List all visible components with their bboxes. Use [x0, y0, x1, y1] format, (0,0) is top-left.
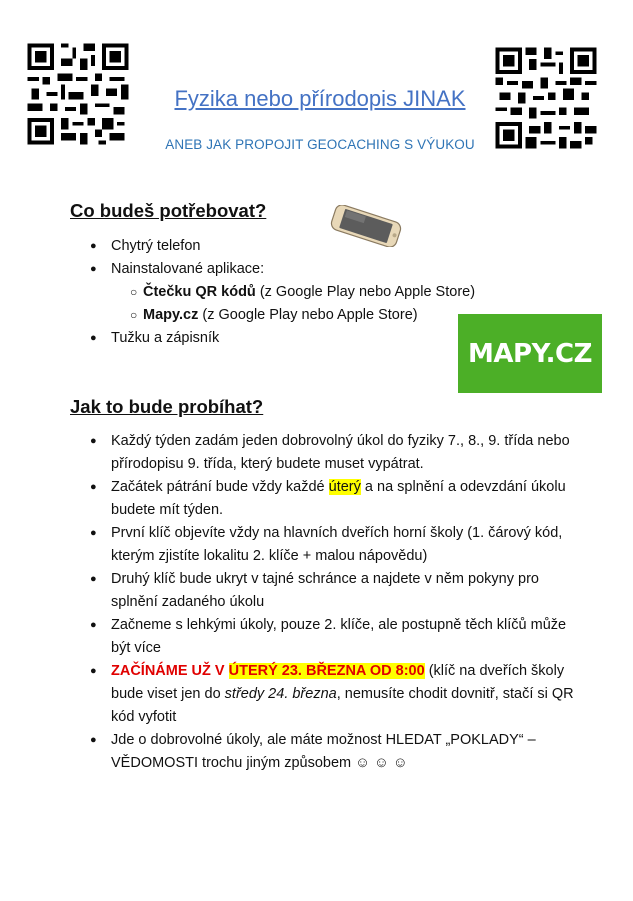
list-item: ● Druhý klíč bude ukryt v tajné schránce a najdete v něm pokyny pro splnění zadaného úkolu [90, 571, 539, 610]
page-subtitle: ANEB JAK PROPOJIT GEOCACHING S VÝUKOU [165, 137, 475, 152]
list-item: ● Jde o dobrovolné úkoly, ale máte možnost HLEDAT „POKLADY“ – VĚDOMOSTI trochu jiným způsobem ☺ ☺ ☺ [90, 732, 536, 771]
qr-code-icon [492, 44, 600, 152]
list-item: ● Chytrý telefon [90, 238, 201, 254]
start-date-highlight: ÚTERÝ 23. BŘEZNA OD 8:00 [228, 663, 425, 679]
section-how-heading: Jak to bude probíhat? [70, 396, 264, 417]
qr-code-right-icon [492, 44, 600, 152]
list-item: ● Nainstalované aplikace: ○ Čtečku QR kódů (z Google Play nebo Apple Store) ○ Mapy.cz (z Google Play nebo Apple Store) [84, 258, 504, 327]
list-item: ● Tužku a zápisník [90, 330, 220, 346]
mapy-cz-logo: MAPY.CZ [458, 314, 602, 393]
start-alert: ZAČÍNÁME UŽ V [111, 663, 229, 679]
list-item: ● První klíč objevíte vždy na hlavních dveřích horní školy (1. čárový kód, kterým zjistíte lokalitu 2. klíče + malou nápovědu) [90, 525, 563, 564]
steps-list [84, 430, 584, 775]
page-title: Fyzika nebo přírodopis JINAK [174, 86, 466, 111]
list-item: ● Začneme s lehkými úkoly, pouze 2. klíče, ale postupně těch klíčů může být více [90, 617, 567, 656]
highlight-text: úterý [328, 479, 361, 495]
list-item: ● Každý týden zadám jeden dobrovolný úkol do fyziky 7., 8., 9. třída nebo přírodopisu 9. třída, který budete muset vypátrat. [90, 433, 570, 472]
list-item: ● ZAČÍNÁME UŽ V ÚTERÝ 23. BŘEZNA OD 8:00 (klíč na dveřích školy bude viset jen do středy 24. března, nemusíte chodit dovnitř, stačí si QR kód vyfotit [90, 663, 574, 725]
apps-sublist [111, 281, 504, 327]
qr-code-left-icon [24, 40, 132, 148]
section-need-heading: Co budeš potřebovat? [70, 200, 267, 221]
sub-list-item: ○ Čtečku QR kódů (z Google Play nebo Apple Store) [130, 284, 476, 300]
list-item: ● Začátek pátrání bude vždy každé úterý a na splnění a odevzdání úkolu budete mít týden. [90, 479, 566, 518]
qr-code-icon [24, 40, 132, 148]
need-list [84, 235, 504, 350]
sub-list-item: ○ Mapy.cz (z Google Play nebo Apple Store) [130, 307, 418, 323]
